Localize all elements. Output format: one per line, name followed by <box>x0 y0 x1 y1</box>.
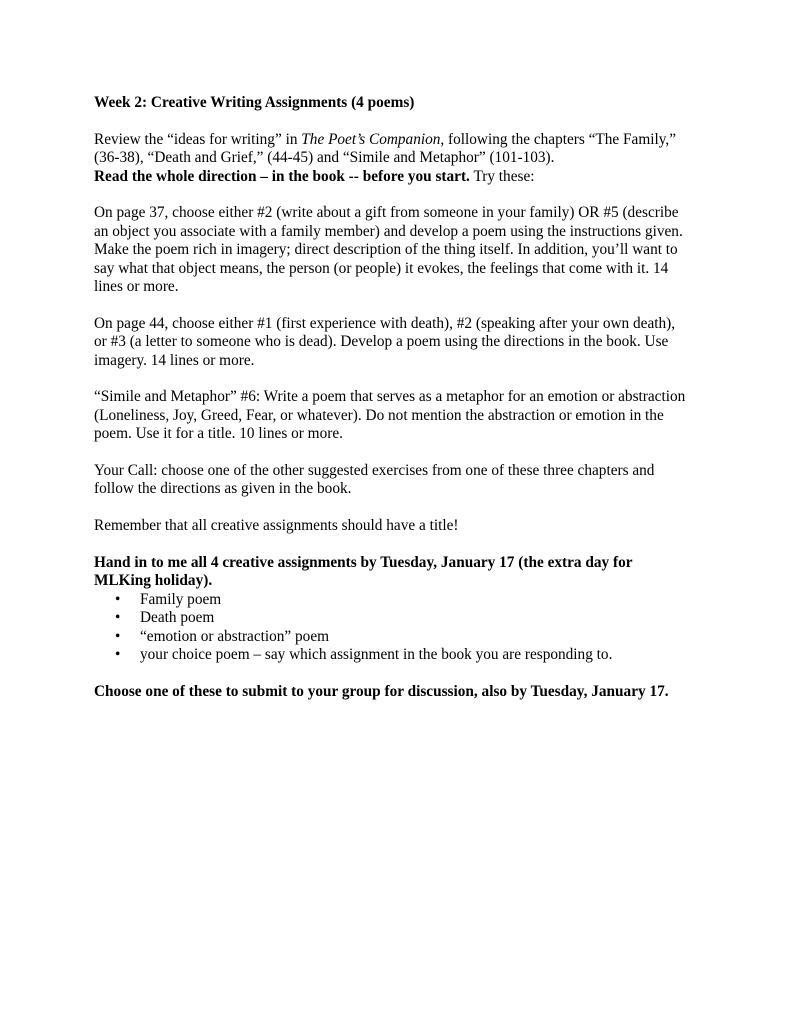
paragraph-line: On page 37, choose either #2 (write about a gift from someone in your family) OR #5 (describe <box>94 204 679 222</box>
list-item <box>94 609 734 627</box>
paragraph-line: say what that object means, the person (or people) it evokes, the feelings that come with it. 14 <box>94 259 669 277</box>
spacer <box>94 664 734 682</box>
intro-paragraph <box>94 131 734 186</box>
paragraph-line: MLKing holiday). <box>94 572 213 590</box>
try-these-text: Try these: <box>469 167 535 185</box>
spacer <box>94 112 734 130</box>
paragraph-line: On page 44, choose either #1 (first experience with death), #2 (speaking after your own death), <box>94 314 676 332</box>
bullet-icon: • <box>115 646 121 664</box>
death-assignment-paragraph <box>94 315 734 370</box>
bullet-icon: • <box>115 609 121 627</box>
bullet-icon: • <box>115 590 121 608</box>
document-title: Week 2: Creative Writing Assignments (4 poems) <box>94 94 415 111</box>
list-item <box>94 591 734 609</box>
paragraph-line: Make the poem rich in imagery; direct description of the thing itself. In addition, you’ll want to <box>94 241 678 259</box>
paragraph-line: poem. Use it for a title. 10 lines or more. <box>94 425 343 443</box>
intro-line-1 <box>94 131 734 149</box>
spacer <box>94 370 734 388</box>
paragraph-line: lines or more. <box>94 278 179 296</box>
paragraph-line: or #3 (a letter to someone who is dead). Develop a poem using the directions in the book. Use <box>94 333 669 351</box>
book-title: The Poet’s Companion <box>301 130 441 148</box>
simile-assignment-paragraph <box>94 388 734 443</box>
family-assignment-paragraph <box>94 204 734 296</box>
closing-text: Choose one of these to submit to your group for discussion, also by Tuesday, January 17. <box>94 682 669 700</box>
assignment-bullet-list <box>94 591 734 665</box>
bold-instruction: Read the whole direction – in the book -- before you start. <box>94 167 470 185</box>
list-item-text: “emotion or abstraction” poem <box>140 627 330 645</box>
bullet-icon: • <box>115 627 121 645</box>
intro-line-2: (36-38), “Death and Grief,” (44-45) and “Simile and Metaphor” (101-103). <box>94 149 555 167</box>
spacer <box>94 499 734 517</box>
spacer <box>94 186 734 204</box>
your-call-paragraph <box>94 462 734 499</box>
list-item-text: Death poem <box>140 609 215 627</box>
paragraph-line: an object you associate with a family member) and develop a poem using the instructions given. <box>94 222 683 240</box>
paragraph-line: (Loneliness, Joy, Greed, Fear, or whatever). Do not mention the abstraction or emotion in the <box>94 406 664 424</box>
hand-in-paragraph <box>94 554 734 591</box>
paragraph-line: “Simile and Metaphor” #6: Write a poem that serves as a metaphor for an emotion or abstraction <box>94 388 686 406</box>
spacer <box>94 444 734 462</box>
intro-text: , following the chapters “The Family,” <box>440 130 677 148</box>
list-item-text: your choice poem – say which assignment in the book you are responding to. <box>140 646 613 664</box>
intro-line-3 <box>94 168 734 186</box>
list-item <box>94 646 734 664</box>
list-item <box>94 628 734 646</box>
paragraph-line: imagery. 14 lines or more. <box>94 351 255 369</box>
spacer <box>94 296 734 314</box>
paragraph-line: Your Call: choose one of the other suggested exercises from one of these three chapters and <box>94 462 655 480</box>
paragraph-line: follow the directions as given in the book. <box>94 480 352 498</box>
document-page <box>94 94 734 701</box>
paragraph-line: Hand in to me all 4 creative assignments by Tuesday, January 17 (the extra day for <box>94 554 633 572</box>
list-item-text: Family poem <box>140 590 222 608</box>
intro-text: Review the “ideas for writing” in <box>94 130 302 148</box>
reminder-text: Remember that all creative assignments should have a title! <box>94 517 459 535</box>
spacer <box>94 536 734 554</box>
